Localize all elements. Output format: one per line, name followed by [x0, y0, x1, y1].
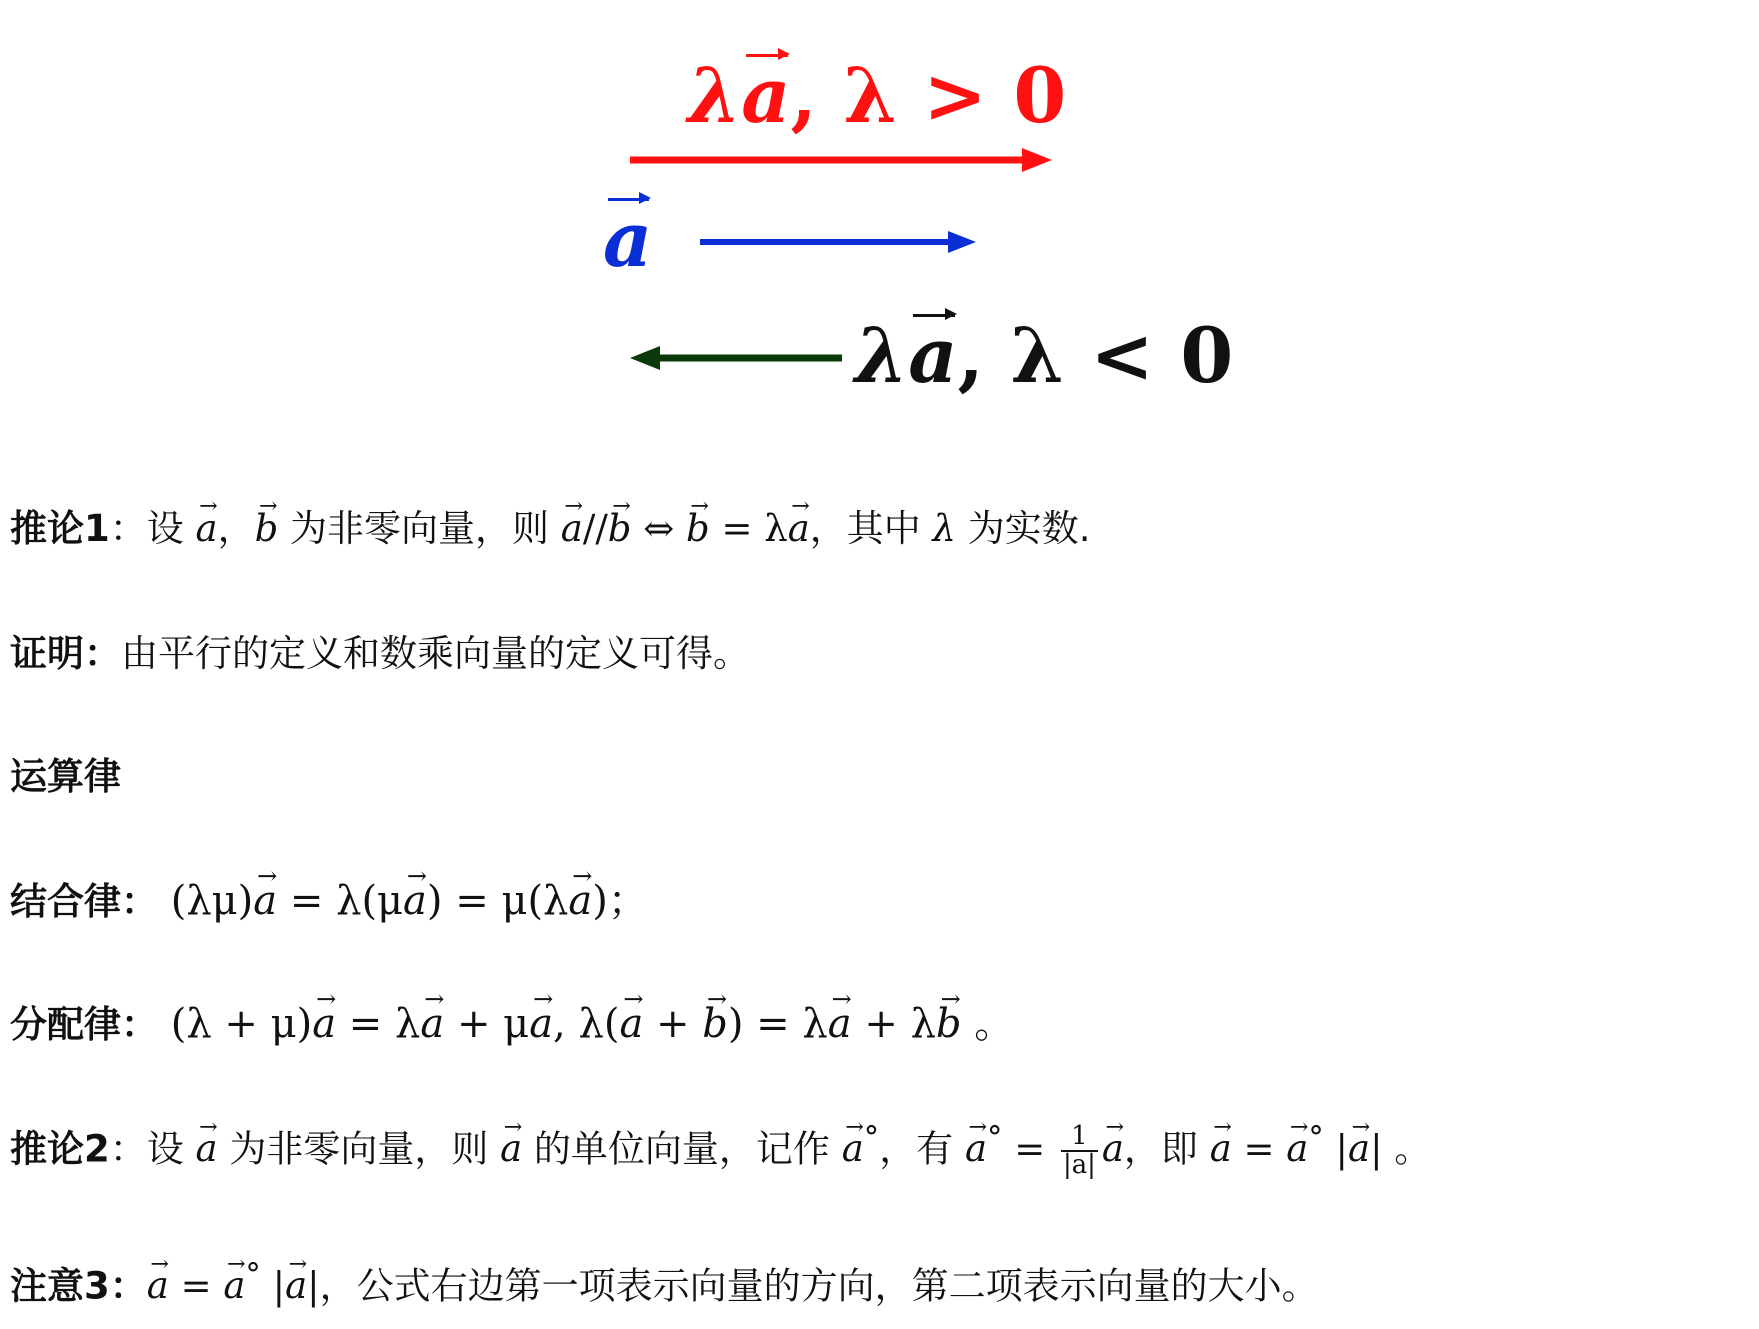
parallel-symbol: //: [582, 507, 608, 550]
vector-a: a →: [1348, 1127, 1370, 1171]
text: ，有: [879, 1127, 965, 1171]
corollary-1-heading: 推论1: [10, 507, 110, 550]
vector-a: a →: [1286, 1127, 1308, 1171]
separator: ：: [109, 507, 147, 550]
positive-arrow: [630, 148, 1052, 172]
positive-vec-a: a: [741, 51, 791, 140]
equals: =: [1231, 1127, 1287, 1171]
vector-b: b →: [936, 1000, 962, 1048]
associative-heading: 结合律：: [10, 880, 158, 923]
vector-a: a →: [619, 1000, 643, 1048]
fraction-denominator: |a|: [1062, 1149, 1096, 1180]
vector-a: a →: [196, 1127, 218, 1171]
text: 设: [146, 1127, 196, 1171]
vector-a: a →: [285, 1264, 307, 1308]
distributive-law-line: [10, 1000, 1014, 1048]
separator: ：: [109, 1127, 147, 1171]
vector-b: b →: [255, 507, 279, 551]
equals-lambda: = λ: [709, 507, 788, 550]
vector-a: a →: [223, 1264, 245, 1308]
formula-part: (λ + μ): [158, 1001, 313, 1047]
vector-b: b →: [608, 507, 632, 551]
vector-b: b →: [702, 1000, 728, 1048]
text: 设: [146, 507, 196, 550]
corollary-1-line: [10, 507, 1091, 551]
vector-a: a →: [842, 1127, 864, 1171]
formula-part: , λ(: [553, 1001, 620, 1047]
vector-a: a →: [1102, 1127, 1124, 1171]
formula-part: + μ: [444, 1001, 530, 1047]
text: ，其中: [809, 507, 933, 550]
negative-lambda: λ: [855, 311, 909, 400]
vector-a: a →: [1210, 1127, 1232, 1171]
text: 为实数.: [955, 507, 1091, 550]
vector-a: a →: [403, 877, 427, 925]
vector-a: a →: [500, 1127, 522, 1171]
formula-part: 。: [961, 1001, 1015, 1047]
formula-part: = λ(μ: [277, 878, 404, 924]
proof-heading: 证明：: [10, 632, 121, 675]
vector-a: a →: [828, 1000, 852, 1048]
vector-a: a →: [420, 1000, 444, 1048]
unit-degree: °: [863, 1120, 880, 1156]
equals: =: [1002, 1127, 1057, 1171]
fraction: [1061, 1120, 1098, 1180]
vector-a: a →: [788, 507, 810, 551]
lambda: λ: [932, 507, 956, 550]
abs-bar: |: [260, 1264, 286, 1308]
text: 。: [1382, 1127, 1432, 1171]
vector-arrow: [700, 231, 976, 253]
vector-a: a →: [196, 507, 218, 551]
text: 的单位向量，记作: [522, 1127, 842, 1171]
abs-bar: |: [1323, 1127, 1348, 1171]
negative-condition: , λ < 0: [957, 311, 1234, 400]
unit-degree: °: [1308, 1120, 1324, 1156]
proof-text: 由平行的定义和数乘向量的定义可得。: [121, 632, 750, 675]
unit-degree: °: [245, 1257, 261, 1293]
text: ，即: [1123, 1127, 1210, 1171]
formula-part: = λ: [336, 1001, 421, 1047]
positive-condition: , λ > 0: [790, 51, 1067, 140]
fraction-numerator: 1: [1061, 1123, 1098, 1152]
abs-bar: |: [307, 1264, 320, 1308]
positive-lambda: λ: [688, 51, 742, 140]
vector-a: a: [603, 195, 653, 284]
text: 为非零向量，则: [217, 1127, 501, 1171]
vector-a: a →: [147, 1264, 169, 1308]
proof-line: [10, 632, 750, 676]
unit-degree: °: [987, 1120, 1003, 1156]
negative-label: [855, 311, 1234, 400]
corollary-2-line: [10, 1120, 1431, 1179]
negative-vec-a: a: [908, 311, 958, 400]
formula-part: + λ: [851, 1001, 936, 1047]
vector-label: [603, 195, 653, 284]
text: 为非零向量，则: [278, 507, 561, 550]
note-3-text: ，公式右边第一项表示向量的方向，第二项表示向量的大小。: [319, 1264, 1319, 1308]
text: ，: [217, 507, 255, 550]
negative-arrow: [630, 346, 842, 370]
vector-a: a →: [253, 877, 277, 925]
positive-label: [688, 51, 1067, 140]
equals: =: [168, 1264, 224, 1308]
vector-a: a →: [965, 1127, 987, 1171]
formula-part: ) = λ: [727, 1001, 828, 1047]
formula-part: (λμ): [158, 878, 254, 924]
associative-law-line: [10, 877, 648, 925]
note-3-line: [10, 1257, 1319, 1309]
vector-b: b →: [686, 507, 710, 551]
distributive-heading: 分配律：: [10, 1003, 158, 1046]
vector-a: a →: [561, 507, 583, 551]
vector-a: a →: [568, 877, 592, 925]
note-3-heading: 注意3：: [10, 1264, 147, 1308]
corollary-2-heading: 推论2: [10, 1127, 110, 1171]
formula-part: )；: [592, 878, 648, 924]
formula-part: ) = μ(λ: [426, 878, 569, 924]
abs-bar: |: [1370, 1127, 1383, 1171]
scalar-multiplication-diagram: [0, 0, 1759, 430]
laws-title: 运算律: [10, 755, 121, 798]
formula-part: +: [643, 1001, 703, 1047]
vector-a: a →: [529, 1000, 553, 1048]
laws-title-line: [10, 755, 121, 799]
iff-symbol: ⇔: [631, 507, 687, 550]
vector-a: a →: [312, 1000, 336, 1048]
